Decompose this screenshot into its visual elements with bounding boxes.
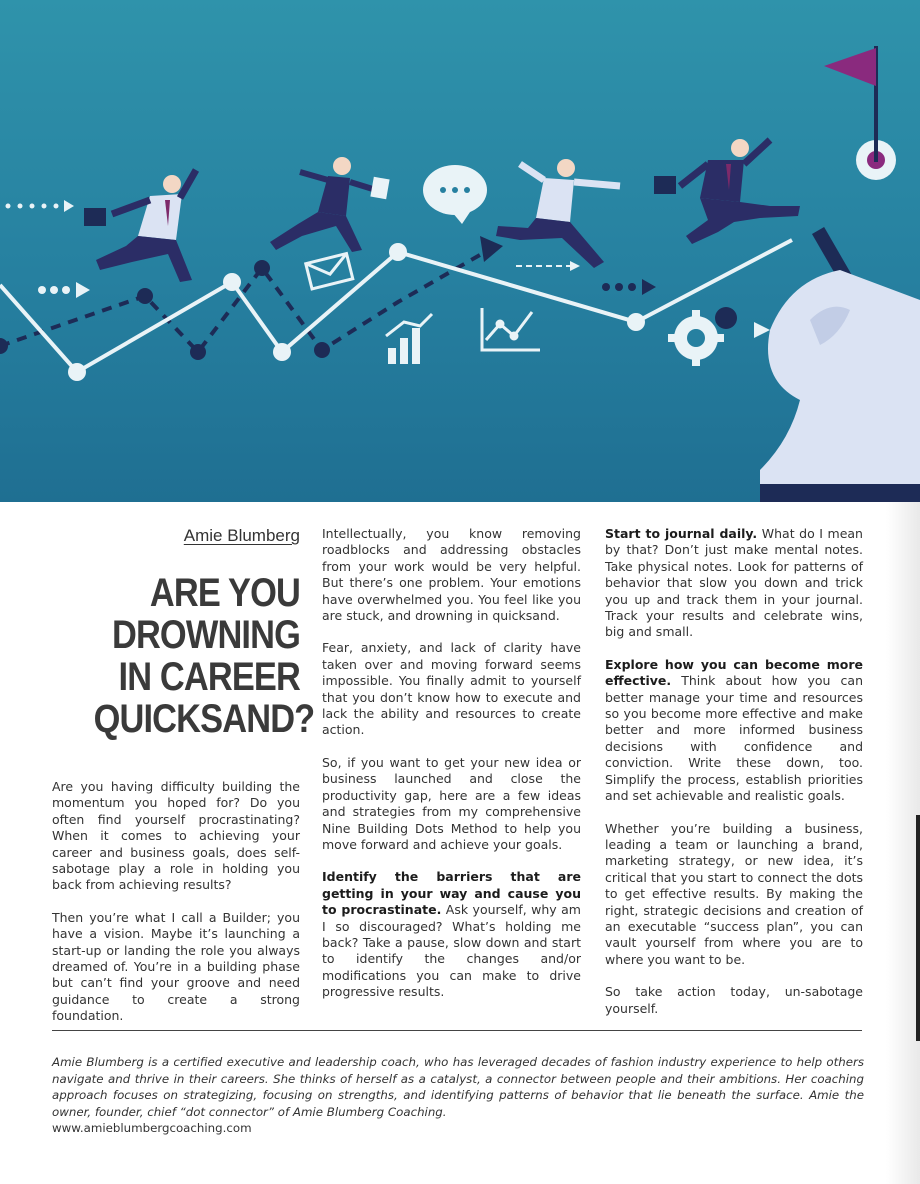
headline-line-3: IN CAREER: [118, 655, 300, 699]
paragraph-text: So take action today, un-sabotage yourself.: [605, 984, 863, 1016]
flag-target-icon: [824, 46, 896, 180]
article-column-3: [605, 526, 863, 1033]
page-edge-mark: [916, 815, 920, 1041]
paragraph-text: Intellectually, you know removing roadblocks and addressing obstacles from your work would be very helpful. But there’s one problem. Your emotions have overwhelmed you. You feel like you are stuck, and drowning in quicksand.: [322, 526, 581, 624]
career-race-illustration: [0, 0, 920, 502]
paragraph: [605, 821, 863, 969]
bar-chart-icon: [386, 314, 432, 364]
paragraph-text: Ask yourself, why am I so discouraged? What’s holding me back? Take a pause, slow down and start to identify the changes and/or modifications you can make to drive progressive results.: [322, 902, 581, 1000]
article-headline: [93, 571, 315, 741]
paragraph-text: Fear, anxiety, and lack of clarity have taken over and moving forward seems impossible. You finally admit to yourself that you don’t know how to execute and lack the ability and resources to create action.: [322, 640, 581, 738]
gear-icon: [668, 307, 737, 366]
paragraph-lead: Start to journal daily.: [605, 526, 758, 541]
paragraph-text: Whether you’re building a business, leading a team or launching a brand, marketing strategy, or new idea, it’s critical that you start to connect the dots to get effective results. By making the right, strategic decisions and creation of an executable “success plan”, you can vault yourself from where you are to where you want to be.: [605, 820, 863, 967]
paragraph: [322, 755, 581, 853]
article-column-2: [322, 526, 581, 1017]
paragraph: [322, 869, 581, 1000]
article-column-1: [52, 779, 300, 1041]
paragraph: [322, 640, 581, 738]
gear-arrow-icon: [754, 322, 770, 338]
dashed-arrow-head-icon: [480, 236, 503, 262]
paragraph-lead: Explore how you can become more effective.: [605, 656, 863, 689]
hand-holding-pen-icon: [760, 227, 920, 502]
author-bio: [52, 1054, 864, 1137]
paragraph-text: Are you having difficulty building the momentum you hoped for? Do you often find yourself procrastinating? When it comes to achieving your career and business goals, does self-sabotage play a role in holding you back from achieving results?: [52, 779, 300, 893]
dashed-arrow-icon: [516, 261, 580, 271]
paragraph: [605, 984, 863, 1017]
headline-line-2: DROWNING: [111, 613, 300, 657]
runner-businesswoman-icon: [270, 157, 390, 252]
line-chart-icon: [482, 308, 540, 350]
paragraph-text: So, if you want to get your new idea or business launched and close the productivity gap, here are a few ideas and strategies from my comprehensive Nine Building Dots Method to help you move forward and achieve your goals.: [322, 754, 581, 852]
paragraph-text: What do I mean by that? Don’t just make mental notes. Take physical notes. Look for patterns of behavior that slow you down and trick you up and track them in your journal. Track your results and celebrate wins, big and small.: [605, 526, 863, 640]
runner-businessman-1-icon: [84, 170, 196, 282]
paragraph-lead: Identify the barriers that are getting in your way and cause you to procrastinate.: [322, 869, 581, 918]
author-byline: Amie Blumberg: [183, 526, 300, 545]
dots-arrow-dark-icon: [602, 279, 656, 295]
page-curl-shadow: [886, 502, 920, 1184]
runner-businessman-3-icon: [654, 139, 800, 244]
paragraph: [605, 526, 863, 641]
paragraph: [605, 657, 863, 805]
paragraph-text: Think about how you can better manage your time and resources so you become more effective and make better and more informed business decisions with confidence and conviction. Write these down, too. Simplify the process, establish priorities and set achievable and realistic goals.: [605, 673, 863, 804]
headline-line-4: QUICKSAND?: [93, 697, 315, 741]
dotted-arrow-left-icon: [6, 200, 75, 212]
paragraph: [322, 526, 581, 624]
paragraph: [52, 910, 300, 1025]
website-url[interactable]: www.amieblumbergcoaching.com: [52, 1121, 252, 1135]
paragraph-text: Then you’re what I call a Builder; you have a vision. Maybe it’s launching a start-up or landing the role you always dreamed of. You’re in a building phase but can’t find your groove and need guidance to create a strong foundation.: [52, 909, 300, 1024]
envelope-icon: [306, 254, 353, 289]
speech-bubble-icon: [423, 165, 487, 224]
hero-illustration: [0, 0, 920, 502]
section-divider: [52, 1030, 862, 1031]
headline-line-1: ARE YOU: [149, 571, 300, 615]
author-bio-text: Amie Blumberg is a certified executive and leadership coach, who has leveraged decades of fashion industry experience to help others navigate and thrive in their careers. She thinks of herself as a catalyst, a connector between people and their ambitions. Her coaching approach focuses on strategizing, focusing on strengths, and identifying patterns of behavior that lie beneath the surface. Amie the owner, founder, chief “dot connector” of Amie Blumberg Coaching.: [52, 1055, 864, 1119]
paragraph: [52, 779, 300, 894]
solid-line-nodes: [68, 243, 645, 381]
dots-arrow-icon: [38, 282, 90, 298]
runner-businessman-2-icon: [496, 159, 620, 268]
